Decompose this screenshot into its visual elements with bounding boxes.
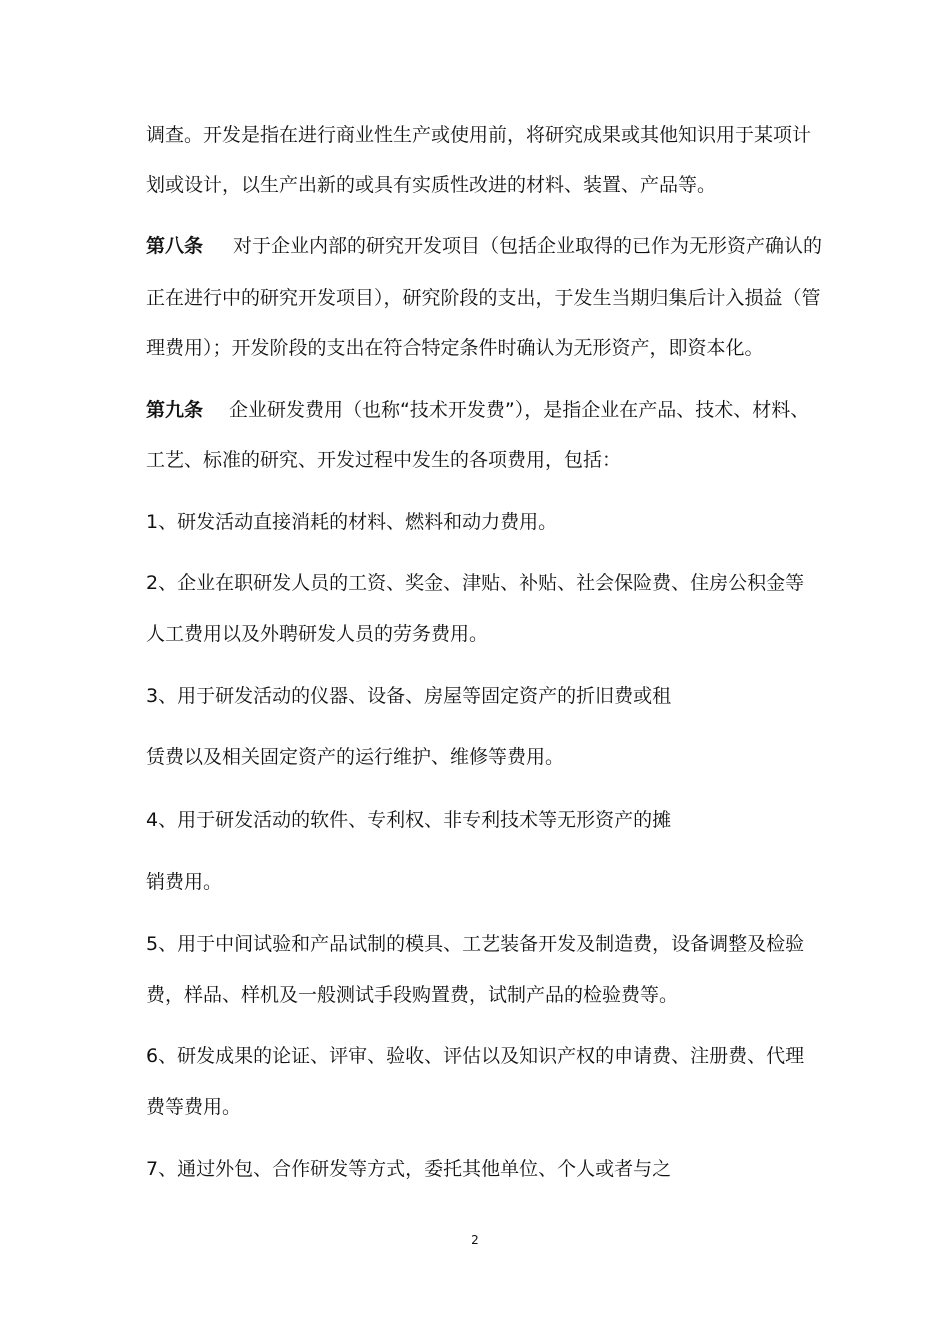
list-item: 2、企业在职研发人员的工资、奖金、津贴、补贴、社会保险费、住房公积金等 [146, 572, 805, 594]
paragraph-line: 工艺、标准的研究、开发过程中发生的各项费用，包括： [146, 449, 622, 471]
paragraph-line: 费等费用。 [146, 1096, 242, 1118]
paragraph-line: 理费用）；开发阶段的支出在符合特定条件时确认为无形资产，即资本化。 [146, 337, 764, 359]
article-8-line [146, 232, 822, 260]
paragraph-line: 赁费以及相关固定资产的运行维护、维修等费用。 [146, 746, 565, 768]
list-item: 5、用于中间试验和产品试制的模具、工艺装备开发及制造费，设备调整及检验 [146, 933, 805, 955]
page-number: 2 [471, 1233, 479, 1247]
list-item: 7、通过外包、合作研发等方式，委托其他单位、个人或者与之 [146, 1158, 672, 1180]
list-item: 4、用于研发活动的软件、专利权、非专利技术等无形资产的摊 [146, 809, 672, 831]
paragraph-line: 销费用。 [146, 871, 223, 893]
paragraph-line: 企业研发费用（也称“技术开发费”），是指企业在产品、技术、材料、 [229, 399, 810, 421]
list-item: 3、用于研发活动的仪器、设备、房屋等固定资产的折旧费或租 [146, 685, 672, 707]
article-9-line [146, 396, 809, 424]
list-item: 1、研发活动直接消耗的材料、燃料和动力费用。 [146, 511, 558, 533]
paragraph-line: 人工费用以及外聘研发人员的劳务费用。 [146, 623, 489, 645]
article-8-heading: 第八条 [146, 235, 204, 257]
paragraph-line: 调查。开发是指在进行商业性生产或使用前，将研究成果或其他知识用于某项计 [146, 124, 812, 146]
paragraph-line: 划或设计，以生产出新的或具有实质性改进的材料、装置、产品等。 [146, 174, 717, 196]
article-9-heading: 第九条 [146, 399, 204, 421]
list-item: 6、研发成果的论证、评审、验收、评估以及知识产权的申请费、注册费、代理 [146, 1045, 805, 1067]
paragraph-line: 费，样品、样机及一般测试手段购置费，试制产品的检验费等。 [146, 984, 679, 1006]
paragraph-line: 正在进行中的研究开发项目），研究阶段的支出，于发生当期归集后计入损益（管 [146, 287, 821, 309]
paragraph-line: 对于企业内部的研究开发项目（包括企业取得的已作为无形资产确认的 [233, 235, 823, 257]
